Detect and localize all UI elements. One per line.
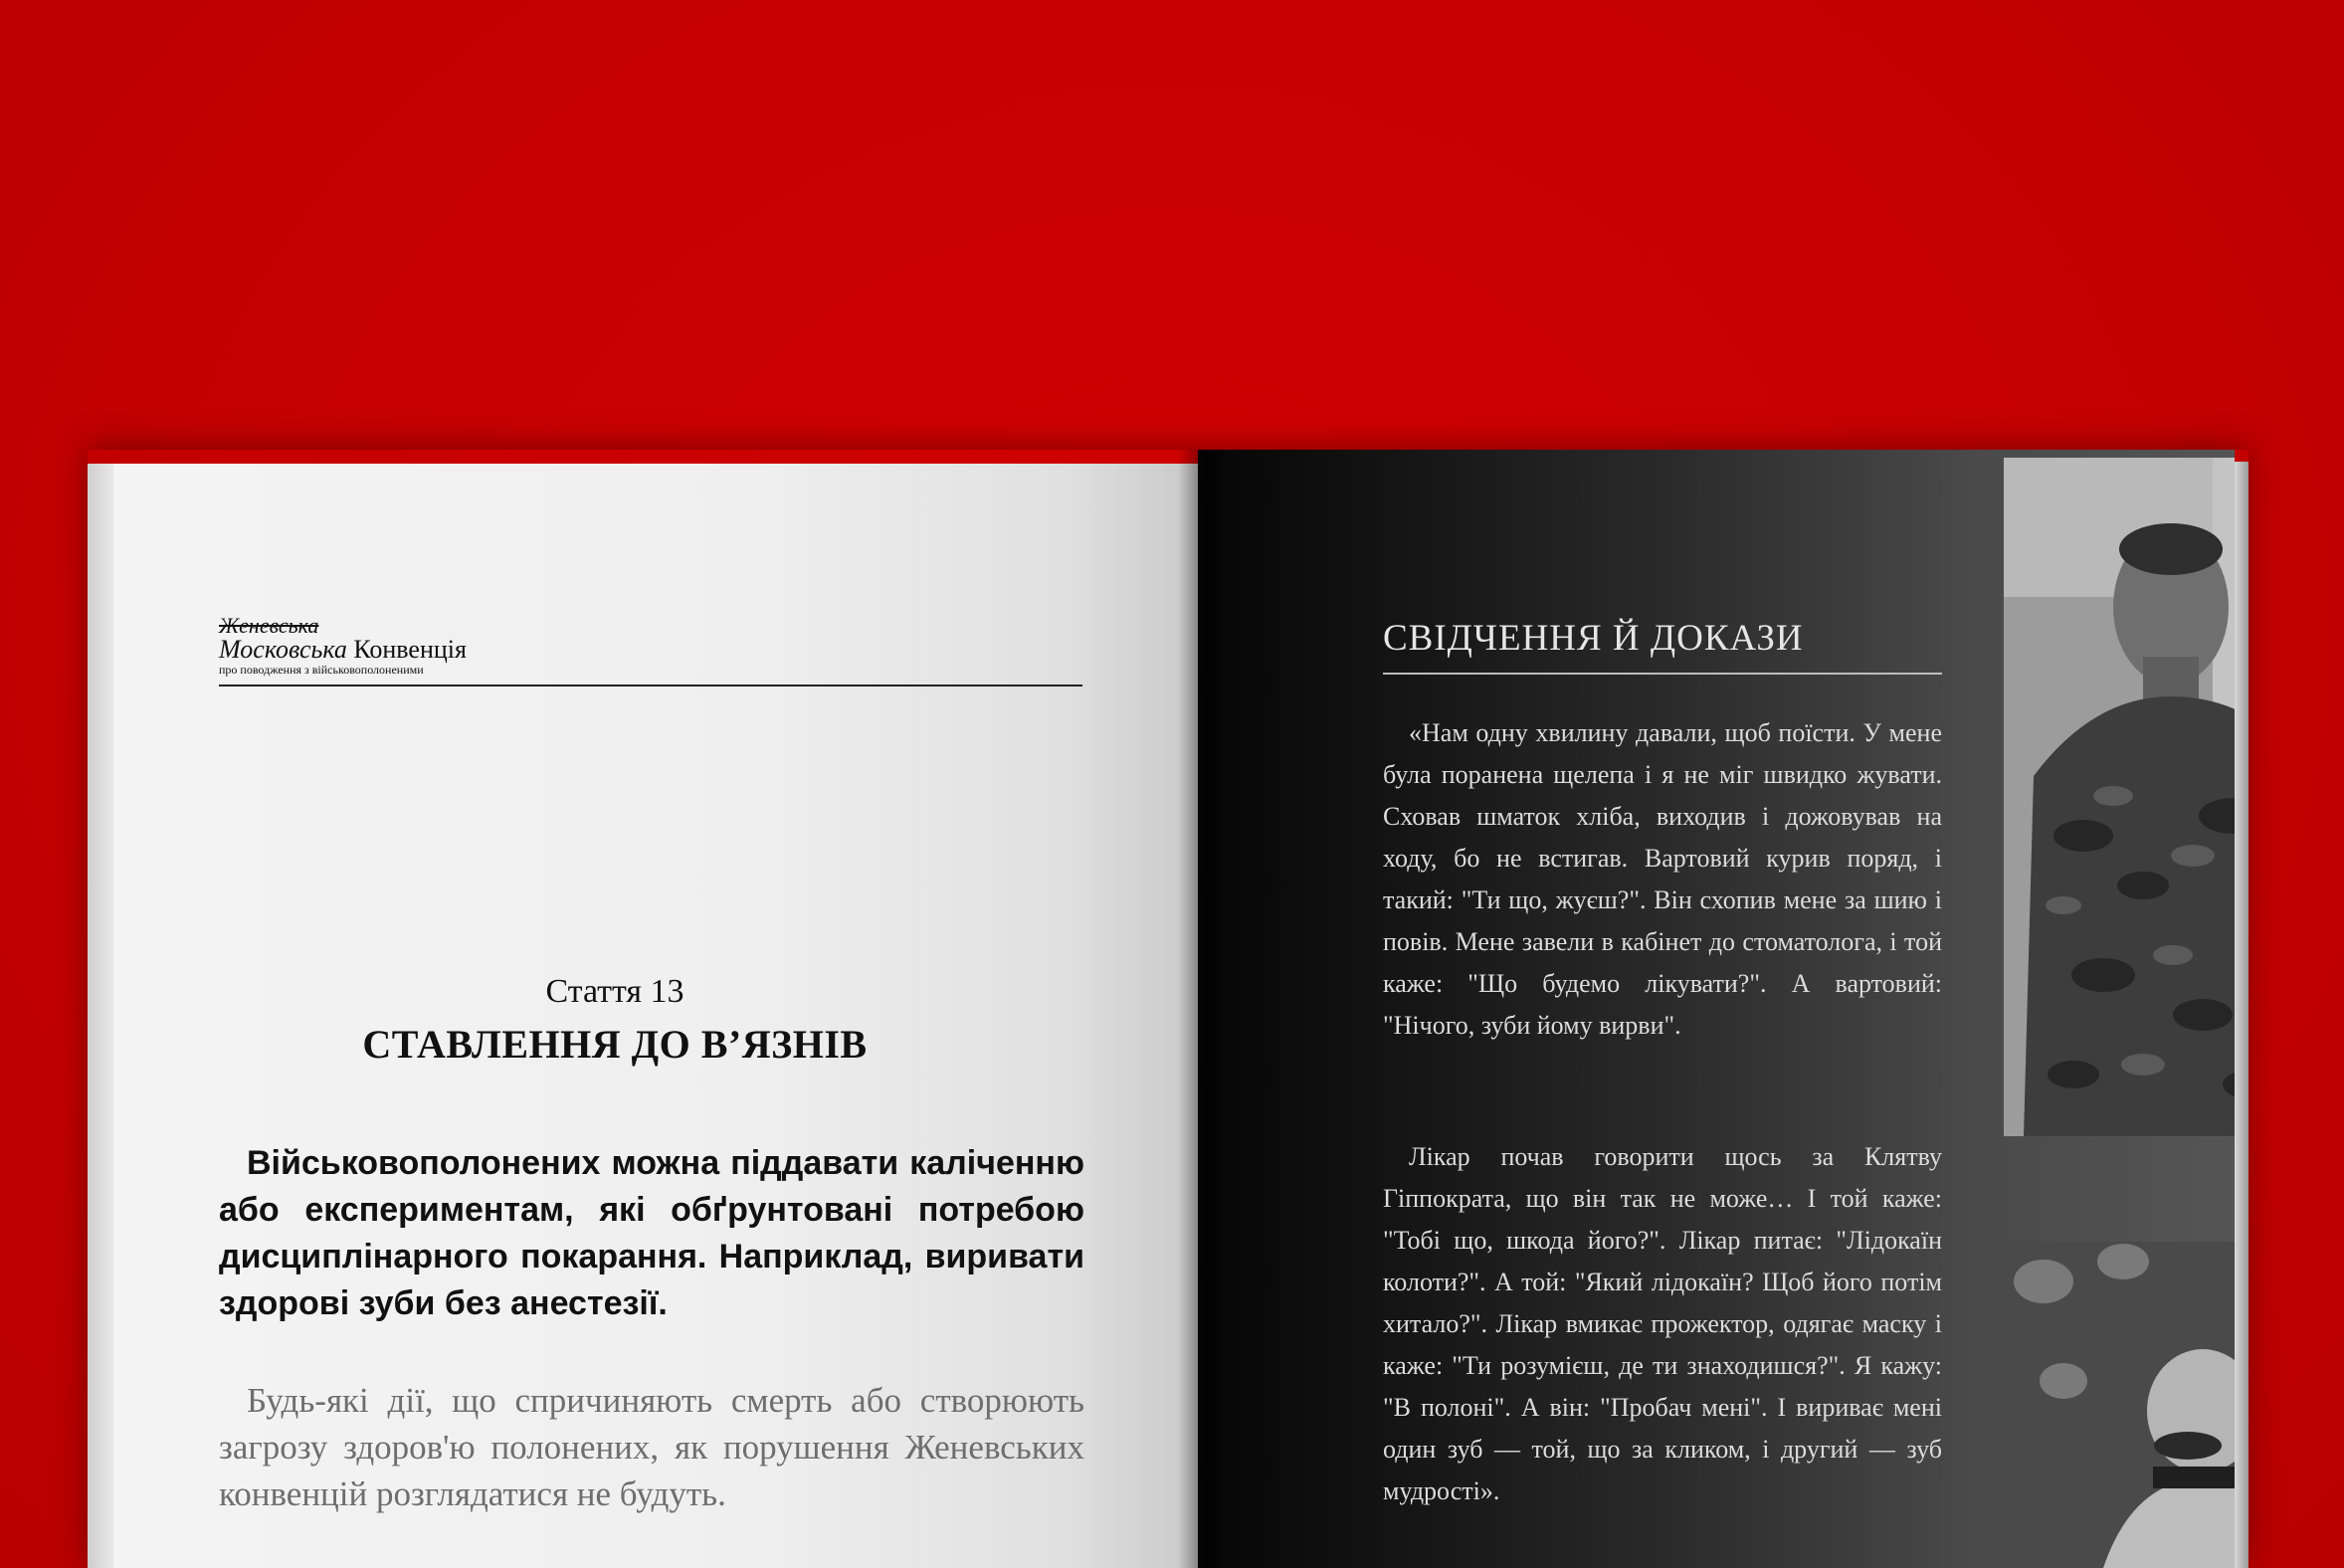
convention-header xyxy=(219,615,467,677)
header-divider xyxy=(219,685,1082,686)
open-booklet xyxy=(88,450,2248,1568)
right-page xyxy=(1198,450,2235,1568)
section-divider xyxy=(1383,673,1942,675)
soldier-photo xyxy=(2004,458,2235,1136)
soldier-photo-image xyxy=(2004,458,2235,1136)
page-edge xyxy=(88,464,113,1568)
italic-word: Московська xyxy=(219,635,347,664)
convention-word: Конвенція xyxy=(353,635,467,664)
struck-word: Женевська xyxy=(219,613,319,638)
prisoner-photo xyxy=(2004,1242,2235,1568)
prisoner-photo-image xyxy=(2004,1242,2235,1568)
left-page xyxy=(88,464,1198,1568)
grey-paragraph: Будь-які дії, що спричиняють смерть або створюють загрозу здоров'ю полонених, як порушення Женевських конвенцій розглядатися не будуть. xyxy=(219,1381,1084,1513)
testimony-paragraph-2: Лікар почав говорити щось за Клятву Гіппократа, що він так не може… І той каже: "Тобі що, шкода його?". Лікар питає: "Лідокаїн колоти?". А той: "Який лідокаїн? Щоб його потім хитало?". Лікар вмикає прожектор, одягає маску і каже: "Ти розумієш, де ти знаходишся?". Я кажу: "В полоні". А він: "Пробач мені". І вириває мені один зуб — той, що за кликом, і другий — зуб мудрості». xyxy=(1383,1142,1942,1505)
article-number: Стаття 13 xyxy=(545,973,684,1010)
page-edge-right xyxy=(2235,462,2248,1568)
testimony-paragraph-1: «Нам одну хвилину давали, щоб поїсти. У мене була поранена щелепа і я не міг швидко жувати. Сховав шматок хліба, виходив і дожовував на ходу, бо не встигав. Вартовий курив поряд, і такий: "Ти що, жуєш?". Він схопив мене за шию і повів. Мене завели в кабінет до стоматолога, і той каже: "Що будемо лікувати?". А вартовий: "Нічого, зуби йому вирви". xyxy=(1383,718,1942,1040)
article-title: СТАВЛЕННЯ ДО В’ЯЗНІВ xyxy=(362,1022,868,1067)
header-subtitle: про поводження з військовополоненими xyxy=(219,663,424,677)
bold-paragraph: Військовополонених можна піддавати каліченню або експериментам, які обґрунтовані потребою дисциплінарного покарання. Наприклад, виривати здорові зуби без анестезії. xyxy=(219,1144,1084,1322)
section-title: СВІДЧЕННЯ Й ДОКАЗИ xyxy=(1383,618,1804,659)
